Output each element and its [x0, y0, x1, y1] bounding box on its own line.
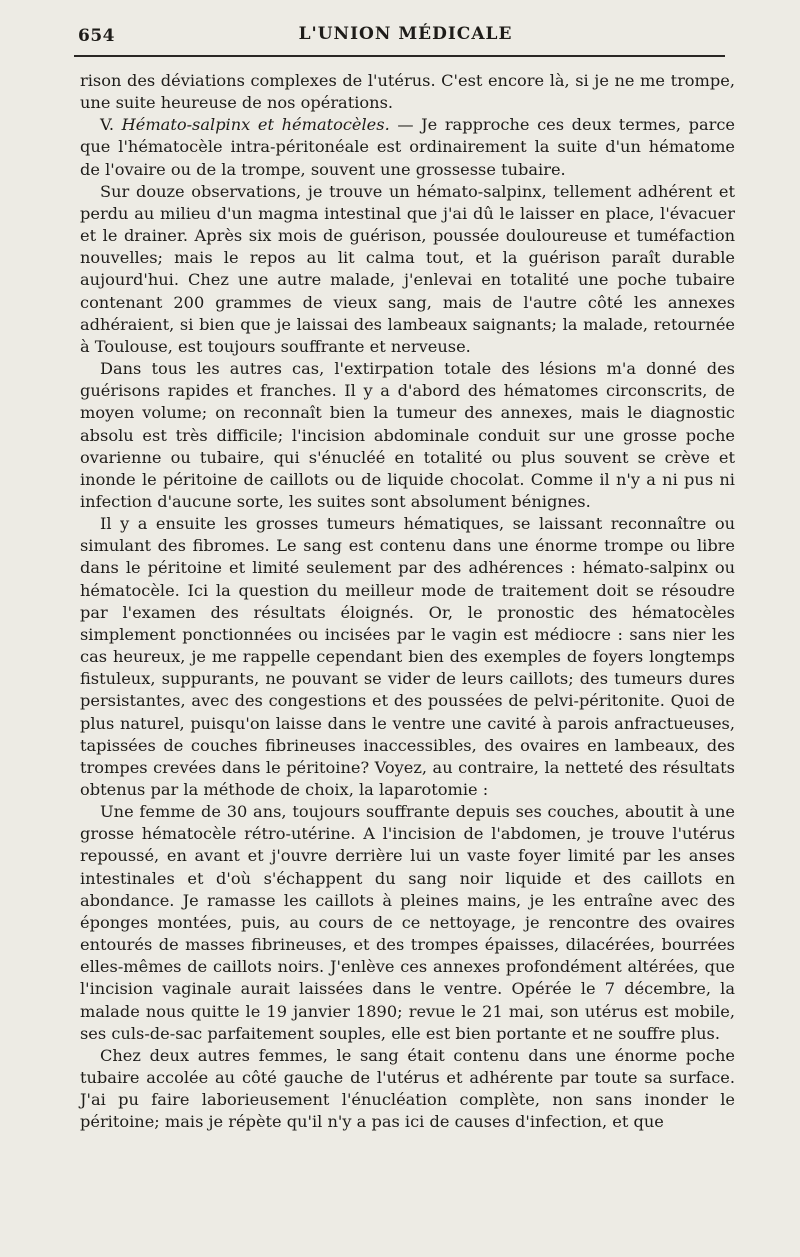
body-text [80, 70, 735, 1134]
paragraph: Il y a ensuite les grosses tumeurs hématiques, se laissant reconnaître ou simulant des fibromes. Le sang est contenu dans une énorme trompe ou libre dans le péritoine et limité seulement par des adhérences : hémato-salpinx ou hématocèle. Ici la question du meilleur mode de traitement doit se résoudre par l'examen des résultats éloignés. Or, le pronostic des hématocèles simplement ponctionnées ou incisées par le vagin est médiocre : sans nier les cas heureux, je me rappelle cependant bien des exemples de foyers longtemps fistuleux, suppurants, ne pouvant se vider de leurs caillots; des tumeurs dures persistantes, avec des congestions et des poussées de pelvi-péritonite. Quoi de plus naturel, puisqu'on laisse dans le ventre une cavité à parois anfractueuses, tapissées de couches fibrineuses inaccessibles, des ovaires en lambeaux, des trompes crevées dans le péritoine? Voyez, au contraire, la netteté des résultats obtenus par la méthode de choix, la laparotomie : [80, 514, 735, 799]
header-rule [74, 55, 725, 57]
section-paragraph [80, 114, 735, 180]
section-number: V. [100, 115, 115, 135]
paragraph-continued: rison des déviations complexes de l'utérus. C'est encore là, si je ne me trompe, une suite heureuse de nos opérations. [80, 71, 735, 113]
paragraph: Sur douze observations, je trouve un hémato-salpinx, tellement adhérent et perdu au milieu d'un magma intestinal que j'ai dû le laisser en place, l'évacuer et le drainer. Après six mois de guérison, poussée douloureuse et tuméfaction nouvelles; mais le repos au lit calma tout, et la guérison paraît durable aujourd'hui. Chez une autre malade, j'enlevai en totalité une poche tubaire contenant 200 grammes de vieux sang, mais de l'autre côté les annexes adhéraient, si bien que je laissai des lambeaux saignants; la malade, retournée à Toulouse, est toujours souffrante et nerveuse. [80, 181, 735, 356]
page-number: 654 [78, 26, 115, 46]
paragraph: Chez deux autres femmes, le sang était contenu dans une énorme poche tubaire accolée au côté gauche de l'utérus et adhérente par toute sa surface. J'ai pu faire laborieusement l'énucléation complète, non sans inonder le péritoine; mais je répète qu'il n'y a pas ici de causes d'infection, et que [80, 1045, 735, 1132]
section-intro: — Je rapproche ces deux termes, parce que l'hématocèle intra-péritonéale est ordinairement la suite d'un hématome de l'ovaire ou de la trompe, souvent une grossesse tubaire. [80, 115, 735, 179]
paragraph: Une femme de 30 ans, toujours souffrante depuis ses couches, aboutit à une grosse hématocèle rétro-utérine. A l'incision de l'abdomen, je trouve l'utérus repoussé, en avant et j'ouvre derrière lui un vaste foyer limité par les anses intestinales et d'où s'échappent du sang noir liquide et des caillots en abondance. Je ramasse les caillots à pleines mains, je les entraîne avec des éponges montées, puis, au cours de ce nettoyage, je rencontre des ovaires entourés de masses fibrineuses, et des trompes épaisses, dilacérées, bourrées elles-mêmes de caillots noirs. J'enlève ces annexes profondément altérées, que l'incision vaginale aurait laissées dans le ventre. Opérée le 7 décembre, la malade nous quitte le 19 janvier 1890; revue le 21 mai, son utérus est mobile, ses culs-de-sac parfaitement souples, elle est bien portante et ne souffre plus. [80, 802, 735, 1043]
page-header [78, 20, 733, 50]
section-title: Hémato-salpinx et hématocèles. [121, 115, 390, 135]
running-title: L'UNION MÉDICALE [298, 24, 513, 44]
paragraph: Dans tous les autres cas, l'extirpation totale des lésions m'a donné des guérisons rapides et franches. Il y a d'abord des hématomes circonscrits, de moyen volume; on reconnaît bien la tumeur des annexes, mais le diagnostic absolu est très difficile; l'incision abdominale conduit sur une grosse poche ovarienne ou tubaire, qui s'énucléé en totalité ou plus souvent se crève et inonde le péritoine de caillots ou de liquide chocolat. Comme il n'y a ni pus ni infection d'aucune sorte, les suites sont absolument bénignes. [80, 359, 735, 511]
